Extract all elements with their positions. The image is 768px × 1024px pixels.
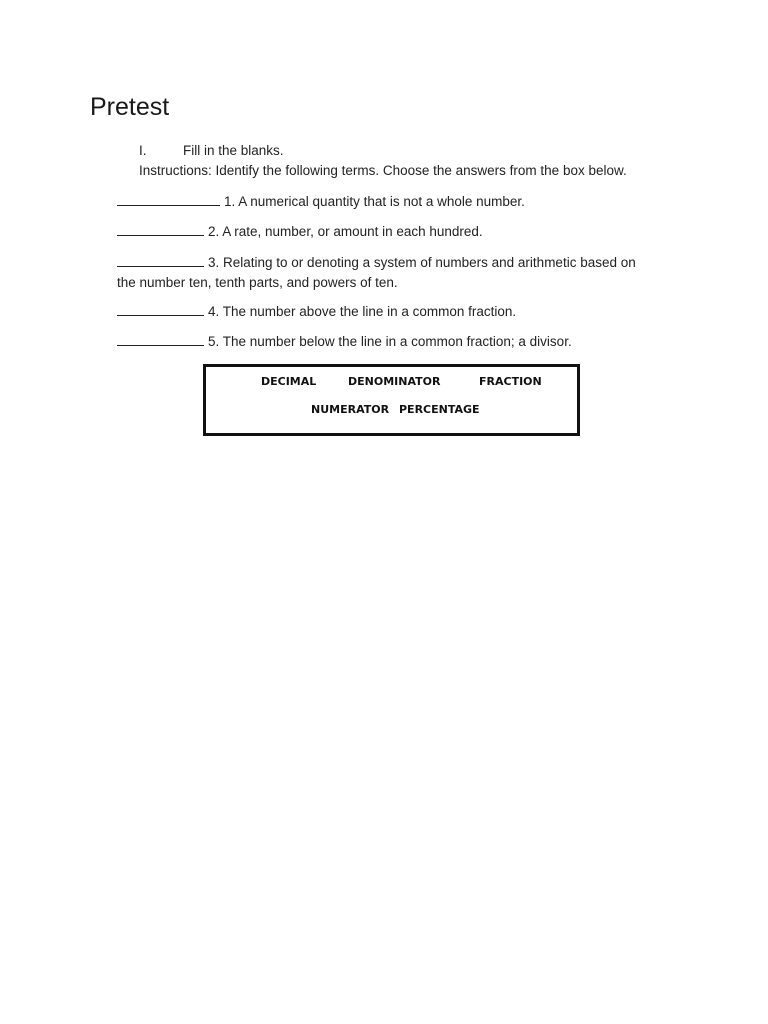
answer-blank[interactable] — [117, 252, 204, 267]
question-item — [117, 221, 483, 242]
question-item — [117, 191, 525, 212]
question-item — [117, 252, 636, 293]
word-decimal: DECIMAL — [261, 375, 317, 388]
word-denominator: DENOMINATOR — [348, 375, 441, 388]
section-heading-text: Fill in the blanks. — [183, 143, 284, 158]
answer-blank[interactable] — [117, 191, 220, 206]
question-text: 2. A rate, number, or amount in each hundred. — [208, 224, 483, 239]
answer-blank[interactable] — [117, 301, 204, 316]
question-text: 5. The number below the line in a common fraction; a divisor. — [208, 334, 572, 349]
answer-blank[interactable] — [117, 331, 204, 346]
section-heading — [139, 142, 284, 160]
question-item — [117, 301, 516, 322]
question-text-continuation: the number ten, tenth parts, and powers of ten. — [117, 275, 398, 290]
page-title: Pretest — [90, 93, 170, 121]
question-item — [117, 331, 572, 352]
word-numerator: NUMERATOR — [311, 403, 390, 416]
word-fraction: FRACTION — [479, 375, 542, 388]
answer-blank[interactable] — [117, 221, 204, 236]
section-number: I. — [139, 143, 147, 158]
instructions: Instructions: Identify the following terms. Choose the answers from the box below. — [139, 163, 627, 178]
word-percentage: PERCENTAGE — [399, 403, 480, 416]
question-text: 3. Relating to or denoting a system of numbers and arithmetic based on — [208, 255, 636, 270]
word-bank-box — [203, 364, 580, 436]
question-text: 4. The number above the line in a common fraction. — [208, 304, 517, 319]
question-text: 1. A numerical quantity that is not a whole number. — [224, 194, 525, 209]
